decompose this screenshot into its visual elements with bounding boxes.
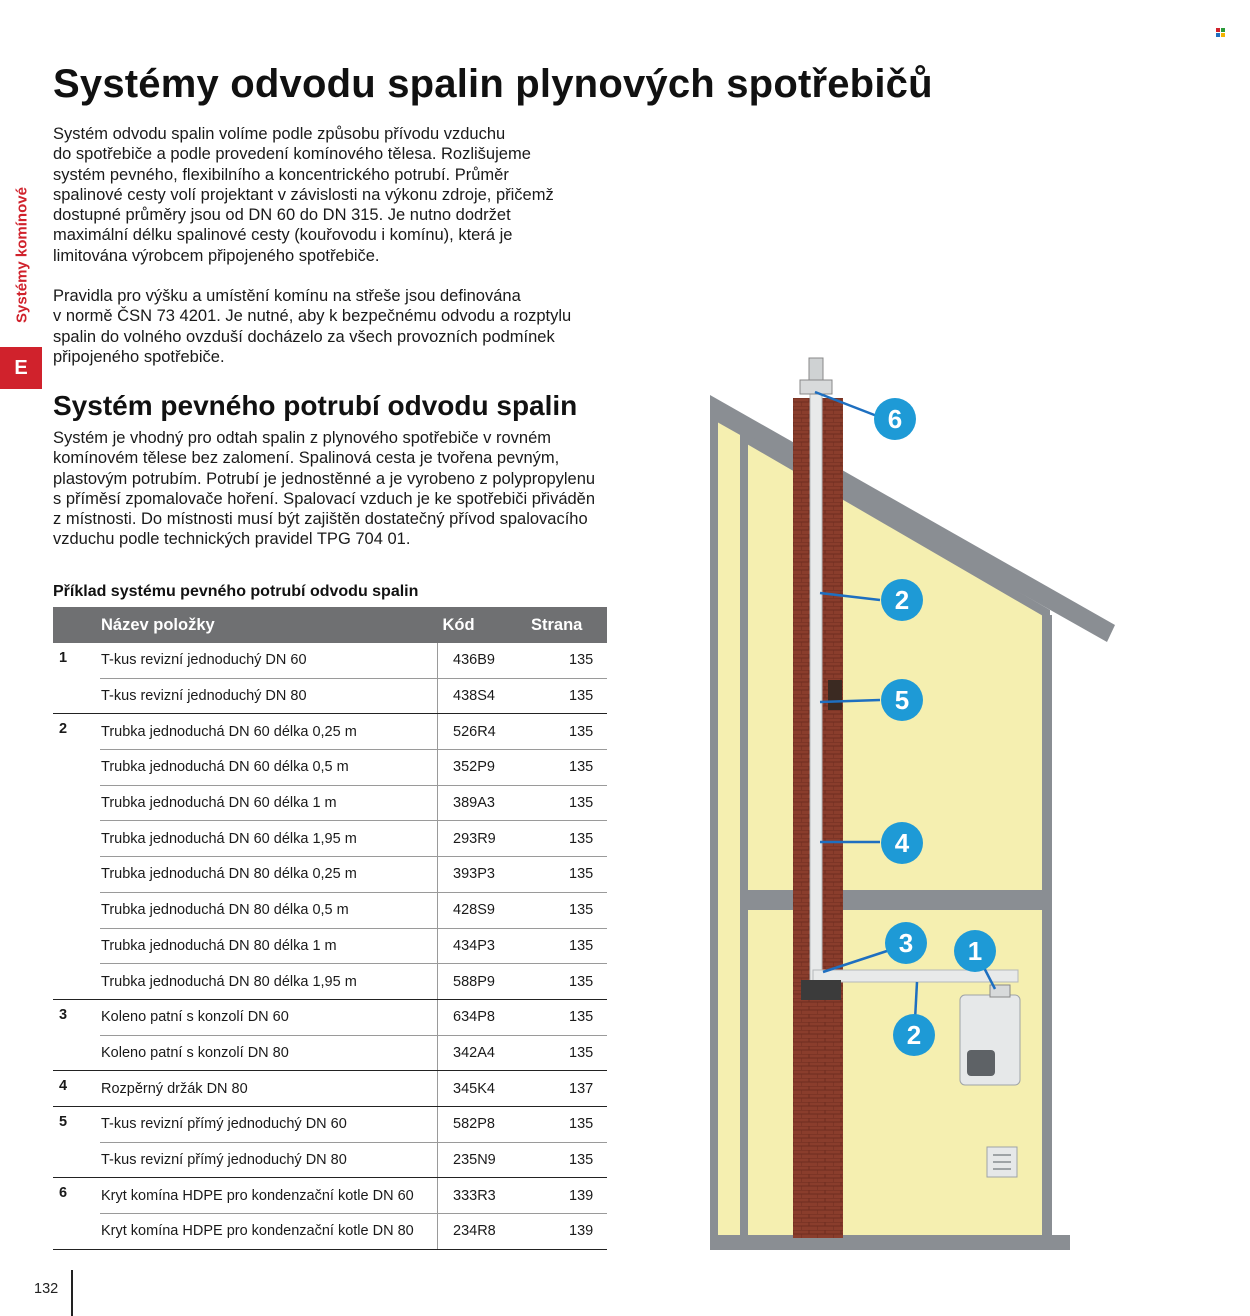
row-number (53, 928, 100, 964)
page-title: Systémy odvodu spalin plynových spotřebičů (53, 62, 933, 106)
row-number (53, 1142, 100, 1178)
row-name: Trubka jednoduchá DN 80 délka 0,5 m (100, 892, 438, 928)
description-paragraph (53, 428, 613, 550)
row-page: 135 (529, 1035, 607, 1071)
row-number: 1 (59, 650, 68, 666)
row-name: T-kus revizní jednoduchý DN 60 (100, 643, 438, 678)
table-row (53, 643, 607, 678)
table-row (53, 1106, 607, 1142)
table-row (53, 892, 607, 928)
base-floor (710, 1235, 1070, 1250)
row-number: 2 (59, 721, 68, 738)
table-row (53, 678, 607, 714)
description-line: Systém je vhodný pro odtah spalin z plynového spotřebiče v rovném (53, 429, 552, 447)
callout-2-top: 2 (881, 579, 923, 621)
row-code: 428S9 (438, 892, 530, 928)
row-number (53, 857, 100, 893)
row-name: Kryt komína HDPE pro kondenzační kotle DN 60 (100, 1178, 438, 1214)
description-line: z místnosti. Do místnosti musí být zajištěn dostatečný přívod spalovacího (53, 510, 588, 529)
row-page: 135 (529, 643, 607, 678)
row-name: Trubka jednoduchá DN 60 délka 0,25 m (100, 714, 438, 750)
callout-5: 5 (881, 679, 923, 721)
table-caption: Příklad systému pevného potrubí odvodu spalin (53, 583, 419, 600)
row-code: 342A4 (438, 1035, 530, 1071)
table-row (53, 714, 607, 750)
row-code: 333R3 (438, 1178, 530, 1214)
row-code: 293R9 (438, 821, 530, 857)
callout-6: 6 (874, 398, 916, 440)
page-divider (71, 1270, 73, 1316)
callout-1: 1 (954, 930, 996, 972)
row-code: 234R8 (438, 1214, 530, 1250)
intro-line: limitována výrobcem připojeného spotřebiče. (53, 246, 380, 265)
row-number: 3 (59, 1006, 68, 1023)
wall-beam-right (1042, 615, 1052, 1240)
row-name: Kryt komína HDPE pro kondenzační kotle DN 80 (100, 1214, 438, 1250)
header-num (53, 607, 100, 643)
house-wall (710, 410, 1050, 1240)
table-header-row (53, 607, 607, 643)
table-row (53, 1071, 607, 1107)
rules-line: připojeného spotřebiče. (53, 347, 225, 366)
table-row (53, 928, 607, 964)
page-number: 132 (34, 1281, 59, 1297)
table-row (53, 821, 607, 857)
table-row (53, 1142, 607, 1178)
wall-beam-inner (740, 430, 748, 1240)
row-page: 139 (529, 1178, 607, 1214)
table-row (53, 1178, 607, 1214)
row-page: 135 (529, 1142, 607, 1178)
rules-line: Pravidla pro výšku a umístění komínu na střeše jsou definována (53, 287, 521, 305)
boiler-panel (967, 1050, 995, 1076)
row-name: Trubka jednoduchá DN 80 délka 0,25 m (100, 857, 438, 893)
callout-3: 3 (885, 922, 927, 964)
section-side-label: Systémy komínové (13, 187, 31, 323)
row-code: 389A3 (438, 785, 530, 821)
row-code: 436B9 (438, 643, 530, 678)
intro-line: do spotřebiče a podle provedení komínového tělesa. Rozlišujeme (53, 145, 531, 164)
row-name: Koleno patní s konzolí DN 60 (100, 999, 438, 1035)
flue-pipe (810, 390, 822, 990)
row-name: T-kus revizní jednoduchý DN 80 (100, 678, 438, 714)
row-code: 526R4 (438, 714, 530, 750)
row-page: 135 (529, 892, 607, 928)
row-page: 135 (529, 821, 607, 857)
table-row (53, 785, 607, 821)
row-page: 135 (529, 678, 607, 714)
table-row (53, 857, 607, 893)
row-number (53, 1035, 100, 1071)
row-number (53, 1214, 100, 1250)
row-code: 345K4 (438, 1071, 530, 1107)
row-code: 393P3 (438, 857, 530, 893)
row-page: 135 (529, 714, 607, 750)
row-number: 5 (59, 1113, 68, 1130)
row-page: 139 (529, 1214, 607, 1250)
row-name: Rozpěrný držák DN 80 (100, 1071, 438, 1107)
row-page: 135 (529, 999, 607, 1035)
section-heading: Systém pevného potrubí odvodu spalin (53, 390, 578, 421)
intro-line: systém pevného, flexibilního a koncentrického potrubí. Průměr (53, 165, 509, 184)
row-number (53, 964, 100, 1000)
row-number (53, 785, 100, 821)
inspection-door (828, 680, 842, 710)
table-row (53, 1035, 607, 1071)
description-line: komínovém tělese bez zalomení. Spalinová cesta je tvořena pevným, (53, 449, 560, 468)
row-page: 135 (529, 964, 607, 1000)
header-page: Strana (529, 607, 607, 643)
row-page: 135 (529, 785, 607, 821)
table-row (53, 750, 607, 786)
row-page: 135 (529, 750, 607, 786)
row-name: Trubka jednoduchá DN 60 délka 1 m (100, 785, 438, 821)
rules-paragraph (53, 286, 613, 367)
row-code: 235N9 (438, 1142, 530, 1178)
header-name: Název položky (100, 607, 438, 643)
rules-line: v normě ČSN 73 4201. Je nutné, aby k bezpečnému odvodu a rozptylu (53, 307, 572, 326)
row-number (53, 821, 100, 857)
description-line: plastovým potrubím. Potrubí je jednostěnné a je vyrobeno z polypropylenu (53, 469, 596, 488)
callout-4: 4 (881, 822, 923, 864)
row-name: T-kus revizní přímý jednoduchý DN 80 (100, 1142, 438, 1178)
row-number: 4 (53, 1071, 100, 1107)
row-name: Trubka jednoduchá DN 60 délka 0,5 m (100, 750, 438, 786)
intro-line: spalinové cesty volí projektant v závislosti na výkonu zdroje, přičemž (53, 185, 554, 204)
callout-2-bottom: 2 (893, 1014, 935, 1056)
row-code: 588P9 (438, 964, 530, 1000)
description-line: vzduchu podle technických pravidel TPG 704 01. (53, 530, 411, 549)
row-name: Trubka jednoduchá DN 60 délka 1,95 m (100, 821, 438, 857)
row-name: Trubka jednoduchá DN 80 délka 1,95 m (100, 964, 438, 1000)
intro-line: maximální délku spalinové cesty (kouřovodu i komínu), která je (53, 226, 513, 245)
table-row (53, 999, 607, 1035)
base-elbow (801, 980, 841, 1000)
row-page: 135 (529, 928, 607, 964)
header-code: Kód (438, 607, 530, 643)
table-row (53, 964, 607, 1000)
row-page: 137 (529, 1071, 607, 1107)
rules-line: spalin do volného ovzduší docházelo za všech provozních podmínek (53, 327, 555, 346)
row-code: 352P9 (438, 750, 530, 786)
cap-top (809, 358, 823, 380)
brand-logo-icon (1216, 25, 1226, 35)
row-name: T-kus revizní přímý jednoduchý DN 60 (100, 1106, 438, 1142)
wall-beam-left (710, 400, 718, 1250)
description-line: s příměsí zpomalovače hoření. Spalovací vzduch je ke spotřebiči přiváděn (53, 489, 596, 508)
row-code: 582P8 (438, 1106, 530, 1142)
floor-slab (740, 890, 1050, 910)
row-name: Trubka jednoduchá DN 80 délka 1 m (100, 928, 438, 964)
section-tab: E (0, 347, 42, 389)
row-code: 438S4 (438, 678, 530, 714)
row-number: 6 (59, 1185, 68, 1202)
row-name: Koleno patní s konzolí DN 80 (100, 1035, 438, 1071)
row-number (53, 750, 100, 786)
row-page: 135 (529, 857, 607, 893)
intro-paragraph (53, 124, 613, 266)
intro-line: dostupné průměry jsou od DN 60 do DN 315. Je nutno dodržet (53, 206, 511, 225)
table-row (53, 1214, 607, 1250)
row-page: 135 (529, 1106, 607, 1142)
row-code: 634P8 (438, 999, 530, 1035)
row-number (53, 892, 100, 928)
row-code: 434P3 (438, 928, 530, 964)
intro-line: Systém odvodu spalin volíme podle způsobu přívodu vzduchu (53, 125, 506, 143)
items-table (53, 607, 607, 1250)
chimney-diagram (705, 350, 1125, 1255)
row-number (53, 678, 100, 714)
